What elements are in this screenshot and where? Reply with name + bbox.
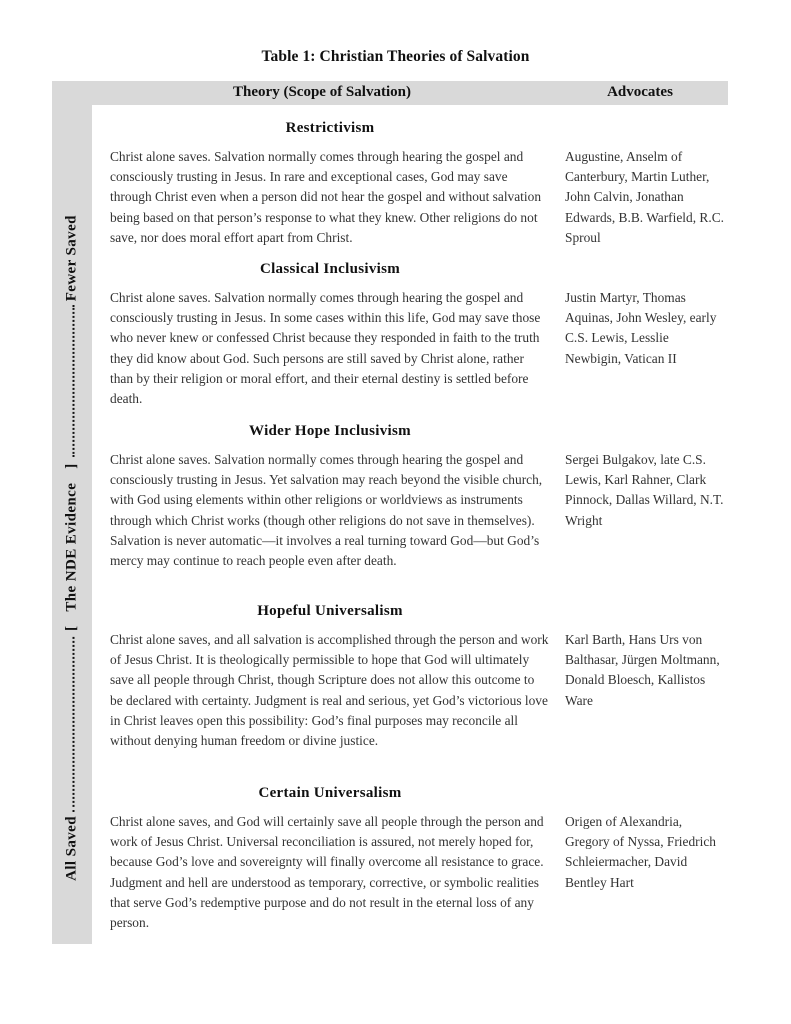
theory-heading: Classical Inclusivism (259, 261, 401, 277)
theory-advocates: Justin Martyr, Thomas Aquinas, John Wesley, early C.S. Lewis, Lesslie Newbigin, Vatican II (565, 290, 717, 366)
axis-bracket-open: [ (63, 625, 80, 632)
axis-label-nde-evidence: The NDE Evidence (63, 482, 80, 612)
axis-label-all-saved: All Saved (63, 816, 80, 881)
theory-heading: Hopeful Universalism (257, 603, 403, 619)
axis-bracket-close: ] (63, 463, 80, 469)
theory-heading: Restrictivism (285, 120, 375, 136)
theory-description: Christ alone saves. Salvation normally comes through hearing the gospel and consciously trusting in Jesus. Yet salvation may reach beyond the visible church, with God using elements within other religions or worldviews as instruments through which Christ works (though other religions do not save in themselves). Salvation is never automatic—it involves a real turning toward God—but God’s mercy may continue to reach people even after death. (110, 452, 543, 569)
theory-description: Christ alone saves, and God will certainly save all people through the person and work of Jesus Christ. Universal reconciliation is assured, not merely hoped for, because God’s love and sovereignty will finally overcome all resistance to grace. Judgment and hell are understood as temporary, corrective, or symbolic realities that serve God’s redemptive purpose and do not result in the eternal loss of any person. (110, 814, 544, 931)
column-header-theory: Theory (Scope of Salvation) (233, 84, 411, 100)
theory-heading: Certain Universalism (258, 785, 402, 801)
theory-description: Christ alone saves. Salvation normally comes through hearing the gospel and consciously trusting in Jesus. In some cases within this life, God may save those who never knew or confessed Christ because they responded in faith to the truth they did know about God. Such persons are still saved by Christ alone, rather than by their religion or moral effort, and their eternal destiny is settled before death. (110, 290, 541, 407)
theory-advocates: Sergei Bulgakov, late C.S. Lewis, Karl Rahner, Clark Pinnock, Dallas Willard, N.T. Wright (565, 452, 724, 528)
theory-advocates: Origen of Alexandria, Gregory of Nyssa, Friedrich Schleiermacher, David Bentley Hart (565, 814, 716, 890)
axis-label-fewer-saved: Fewer Saved (63, 215, 80, 302)
axis-dotted-line (72, 637, 74, 812)
axis-dotted-line (72, 305, 74, 457)
table-title: Table 1: Christian Theories of Salvation (261, 48, 530, 65)
scope-axis-label (64, 215, 81, 881)
theory-heading: Wider Hope Inclusivism (249, 423, 411, 439)
theory-advocates: Karl Barth, Hans Urs von Balthasar, Jürgen Moltmann, Donald Bloesch, Kallistos Ware (565, 632, 720, 708)
theory-description: Christ alone saves. Salvation normally comes through hearing the gospel and consciously trusting in Jesus. In rare and exceptional cases, God may save through Christ even when a person did not hear the gospel and without salvation being based on that person’s response to what they knew. Other religions do not save, nor does moral effort apart from Christ. (110, 149, 542, 245)
column-header-advocates: Advocates (607, 84, 673, 100)
theory-description: Christ alone saves, and all salvation is accomplished through the person and work of Jesus Christ. It is theologically permissible to hope that God will ultimately save all people through Christ, though Scripture does not allow this outcome to be declared with certainty. Judgment is real and serious, yet God’s victorious love in Christ leaves open this possibility: God’s final purposes may reconcile all without denying human freedom or divine justice. (110, 632, 549, 749)
theory-advocates: Augustine, Anselm of Canterbury, Martin Luther, John Calvin, Jonathan Edwards, B.B. Warfield, R.C. Sproul (565, 149, 724, 245)
